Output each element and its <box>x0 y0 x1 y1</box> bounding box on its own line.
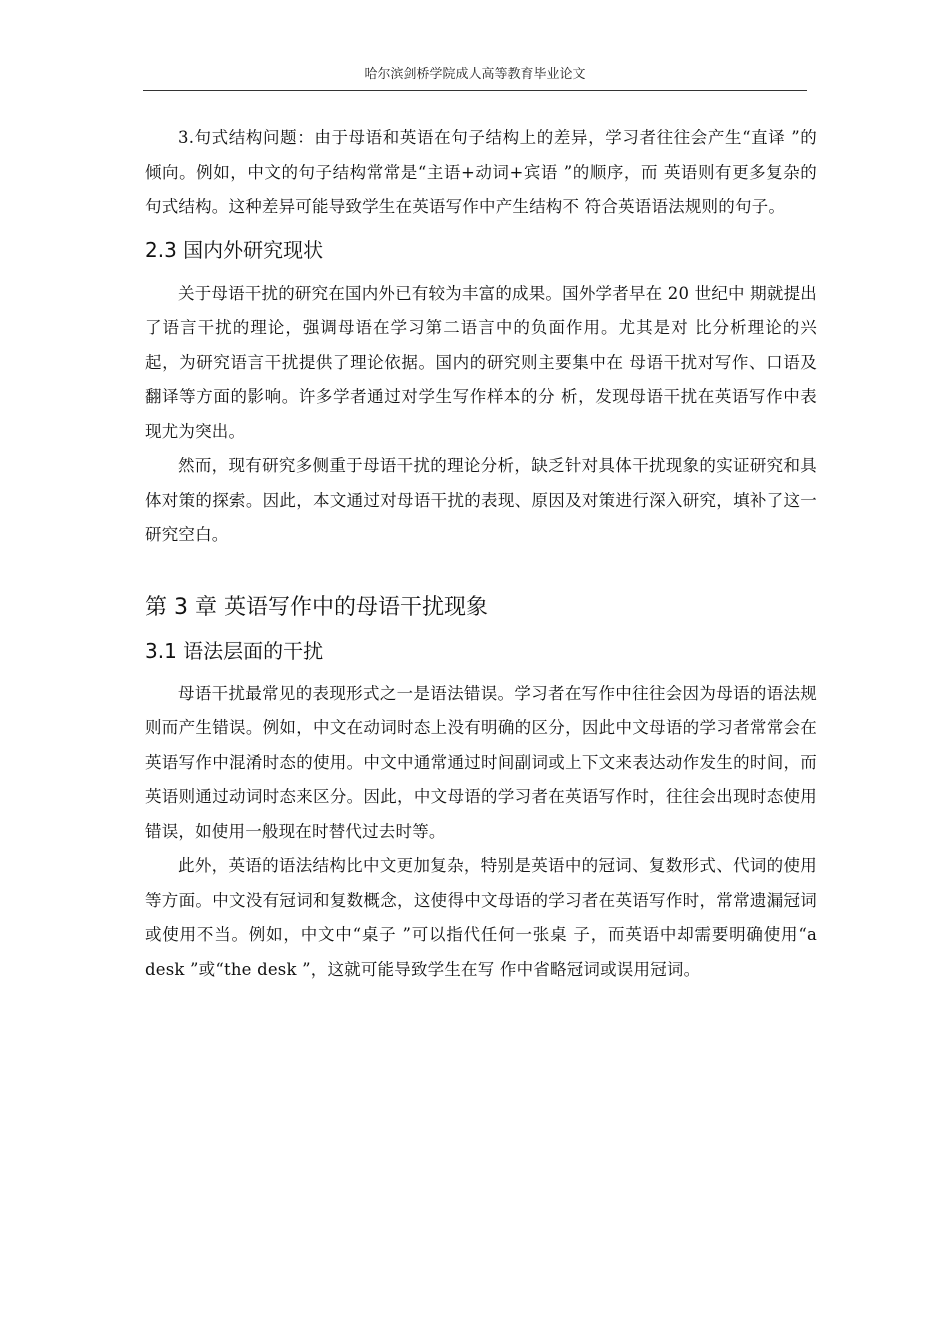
page-body <box>145 121 817 987</box>
paragraph-research-gap: 然而，现有研究多侧重于母语干扰的理论分析，缺乏针对具体干扰现象的实证研究和具体对策的探索。因此，本文通过对母语干扰的表现、原因及对策进行深入研究，填补了这一研究空白。 <box>145 456 817 544</box>
header-divider <box>143 90 807 91</box>
paragraph-research-status: 关于母语干扰的研究在国内外已有较为丰富的成果。国外学者早在 20 世纪中 期就提出了语言干扰的理论，强调母语在学习第二语言中的负面作用。尤其是对 比分析理论的兴起，为研究语言干扰提供了理论依据。国内的研究则主要集中在 母语干扰对写作、口语及翻译等方面的影响。许多学者通过对学生写作样本的分 析，发现母语干扰在英语写作中表现尤为突出。 <box>145 283 817 441</box>
chapter-heading-3: 第 3 章 英语写作中的母语干扰现象 <box>145 594 488 620</box>
paragraph-articles-plurals: 此外，英语的语法结构比中文更加复杂，特别是英语中的冠词、复数形式、代词的使用等方面。中文没有冠词和复数概念，这使得中文母语的学习者在英语写作时，常常遗漏冠词或使用不当。例如，中文中“桌子 ”可以指代任何一张桌 子，而英语中却需要明确使用“a desk ”或“the desk ”，这就可能导致学生在写 作中省略冠词或误用冠词。 <box>145 856 817 979</box>
section-heading-2-3: 2.3 国内外研究现状 <box>145 237 324 262</box>
paragraph-sentence-structure: 3.句式结构问题：由于母语和英语在句子结构上的差异，学习者往往会产生“直译 ”的倾向。例如，中文的句子结构常常是“主语+动词+宾语 ”的顺序，而 英语则有更多复杂的句式结构。这种差异可能导致学生在英语写作中产生结构不 符合英语语法规则的句子。 <box>145 128 817 216</box>
paragraph-grammar-errors: 母语干扰最常见的表现形式之一是语法错误。学习者在写作中往往会因为母语的语法规则而产生错误。例如，中文在动词时态上没有明确的区分，因此中文母语的学习者常常会在英语写作中混淆时态的使用。中文中通常通过时间副词或上下文来表达动作发生的时间，而英语则通过动词时态来区分。因此，中文母语的学习者在英语写作时，往往会出现时态使用错误，如使用一般现在时替代过去时等。 <box>145 683 817 841</box>
section-heading-3-1: 3.1 语法层面的干扰 <box>145 638 324 663</box>
running-header: 哈尔滨剑桥学院成人高等教育毕业论文 <box>364 67 586 82</box>
